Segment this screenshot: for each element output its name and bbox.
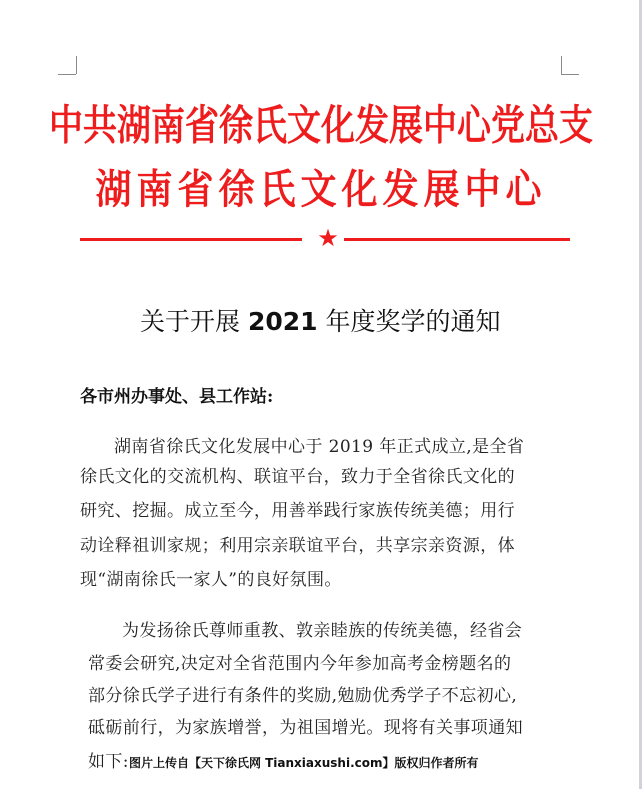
paragraph-2-line: 常委会研究,决定对全省范围内今年参加高考金榜题名的 [88,654,512,674]
paragraph-1-line: 徐氏文化的交流机构、联谊平台，致力于全省徐氏文化的 [80,467,515,487]
paragraph-1-line: 研究、挖掘。成立至今，用善举践行家族传统美德；用行 [80,501,515,521]
crop-mark-top-left-vertical [76,56,77,74]
watermark-credit: 图片上传自【天下徐氏网 Tianxiaxushi.com】版权归作者所有 [128,756,479,770]
crop-mark-top-left [58,74,76,75]
org-header-line-2: 湖南省徐氏文化发展中心 [95,166,547,213]
paragraph-1-line: 动诠释祖训家规；利用宗亲联谊平台，共享宗亲资源，体 [80,536,515,556]
paragraph-2-line: 为发扬徐氏尊师重教、敦亲睦族的传统美德，经省会 [122,621,523,641]
red-rule-right [344,238,570,241]
paragraph-1-line: 湖南省徐氏文化发展中心于 2019 年正式成立,是全省 [114,437,525,457]
paragraph-2-closing: 如下: [88,752,129,772]
document-title [140,302,560,338]
org-header-line-1: 中共湖南省徐氏文化发展中心党总支 [49,101,593,151]
title-year: 2021 [247,307,318,336]
paragraph-2-line: 砥砺前行，为家族增誉，为祖国增光。现将有关事项通知 [88,718,523,738]
title-suffix: 年度奖学的通知 [325,307,501,336]
red-rule-left [80,238,302,241]
addressee: 各市州办事处、县工作站: [80,387,274,407]
paragraph-1-line: 现“湖南徐氏一家人”的良好氛围。 [80,570,342,590]
paragraph-2-line: 部分徐氏学子进行有条件的奖励,勉励优秀学子不忘初心, [88,686,518,706]
star-icon: ★ [317,224,339,252]
paragraph-2-last-line [88,747,479,772]
crop-mark-top-right [561,74,579,75]
title-prefix: 关于开展 [140,307,241,336]
crop-mark-top-right-vertical [561,56,562,74]
